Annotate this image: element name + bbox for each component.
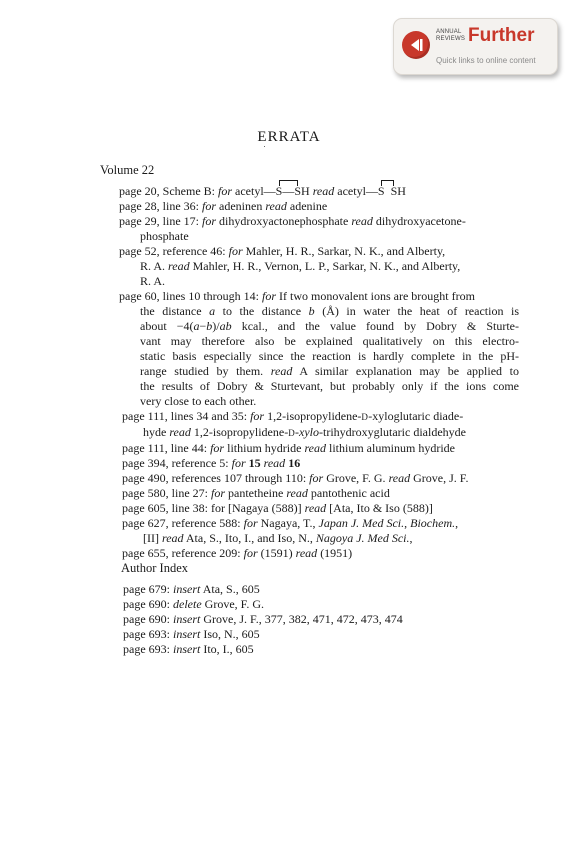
author-index-item: page 693: insert Ito, I., 605	[123, 642, 254, 656]
author-index-item: page 690: insert Grove, J. F., 377, 382, 471, 472, 473, 474	[123, 612, 403, 626]
erratum-entry: page 627, reference 588: for Nagaya, T., Japan J. Med Sci., Biochem., [II] read Ata, S., Ito, I., and Iso, N., Nagoya J. Med Sci.,	[122, 516, 459, 545]
read-keyword: read	[312, 184, 335, 198]
banner-publisher: ANNUAL REVIEWS	[436, 29, 466, 42]
erratum-entry: page 580, line 27: for pantetheine read pantothenic acid	[122, 486, 390, 500]
erratum-entry: page 111, line 44: for lithium hydride read lithium aluminum hydride	[122, 441, 455, 455]
for-keyword: for	[217, 184, 232, 198]
erratum-correction: acetyl—S SH	[337, 184, 406, 198]
author-index-heading: Author Index	[121, 561, 188, 575]
erratum-entry: page 605, line 38: for [Nagaya (588)] read [Ata, Ito & Iso (588)]	[122, 501, 433, 515]
erratum-entry: page 60, lines 10 through 14: for If two monovalent ions are brought from the distance a to the distance b (Å) in water the heat of reaction is about −4(a−b)/ab kcal., and the value found by Dobry & Sturte- vant may therefore also be explained qualitatively on this electro- static basis especially since the reaction is hardly complete in the pH- range studied by them. read A similar explanation may be applied to the results of Dobry & Sturtevant, but probably only if the ions come very close to each other.	[119, 289, 520, 408]
erratum-location: page 20, Scheme B:	[119, 184, 215, 198]
erratum-entry: page 29, line 17: for dihydroxyactonephosphate read dihydroxyacetone- phosphate	[119, 214, 466, 243]
erratum-original: acetyl—S—SH	[235, 184, 310, 198]
banner-subtitle: Quick links to online content	[436, 56, 536, 65]
author-index-item: page 690: delete Grove, F. G.	[123, 597, 265, 611]
play-back-icon	[402, 31, 430, 59]
volume-heading: Volume 22	[100, 163, 155, 177]
stray-mark	[264, 146, 265, 147]
erratum-entry: page 490, references 107 through 110: for Grove, F. G. read Grove, J. F.	[122, 471, 469, 485]
erratum-entry: page 111, lines 34 and 35: for 1,2-isopropylidene-D-xyloglutaric diade- hyde read 1,2-isopropylidene-D-xylo-trihydroxyglutaric dialdehyde	[122, 409, 466, 439]
erratum-entry: page 28, line 36: for adeninen read adenine	[119, 199, 328, 213]
author-index-item: page 693: insert Iso, N., 605	[123, 627, 260, 641]
erratum-entry: page 655, reference 209: for (1591) read (1951)	[122, 546, 353, 560]
errata-list	[119, 182, 519, 561]
erratum-entry: page 394, reference 5: for 15 read 16	[122, 456, 301, 470]
banner-brand: Further	[468, 25, 535, 46]
author-index-list	[123, 582, 483, 657]
erratum-entry	[119, 182, 519, 199]
annual-reviews-further-banner[interactable]	[393, 18, 558, 75]
page-title: ERRATA	[257, 129, 321, 145]
author-index-item: page 679: insert Ata, S., 605	[123, 582, 260, 596]
erratum-entry: page 52, reference 46: for Mahler, H. R., Sarkar, N. K., and Alberty, R. A. read Mahler, H. R., Vernon, L. P., Sarkar, N. K., and Alberty, R. A.	[119, 244, 461, 288]
